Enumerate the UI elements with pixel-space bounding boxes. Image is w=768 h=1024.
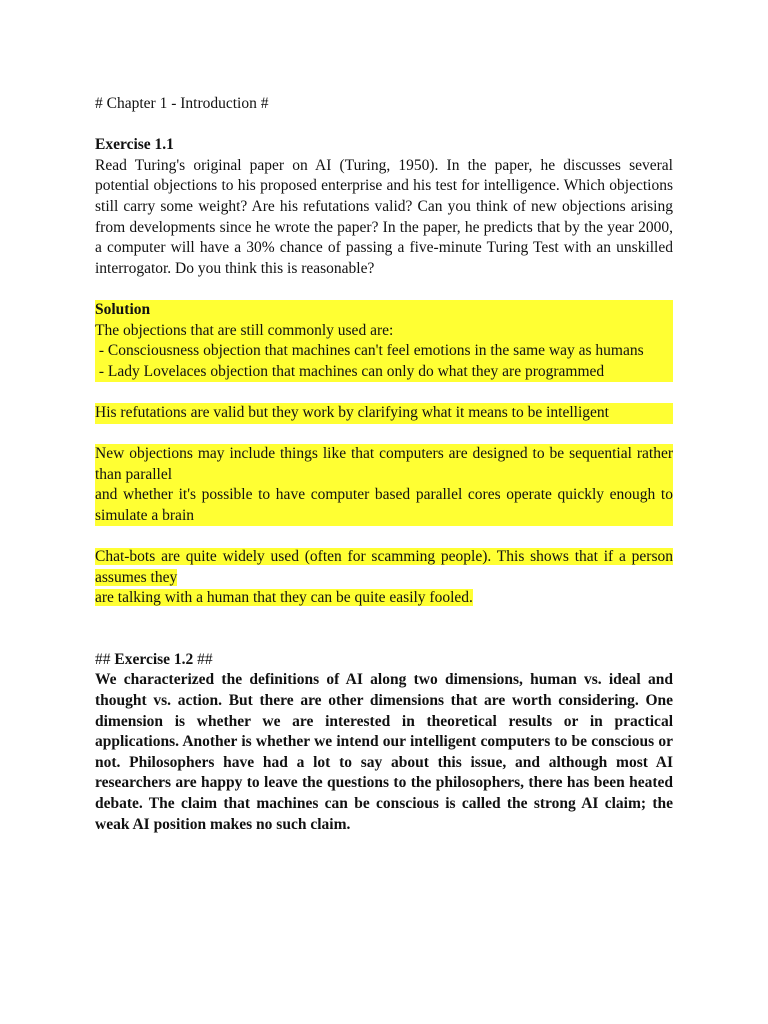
exercise-1-1-title: Exercise 1.1 (95, 136, 174, 154)
exercise-1-2-heading (95, 650, 673, 671)
solution-chatbots-2: are talking with a human that they can be quite easily fooled. (95, 589, 473, 607)
solution-label: Solution (95, 300, 151, 318)
solution-refutations: His refutations are valid but they work by clarifying what it means to be intelligent (95, 403, 673, 424)
solution-chatbots-1: Chat-bots are quite widely used (often for scamming people). This shows that if a person assumes they (95, 548, 673, 586)
solution-bullet-lovelace: - Lady Lovelaces objection that machines can only do what they are programmed (95, 362, 605, 380)
exercise-1-2-suffix: ## (193, 650, 213, 668)
solution-new-objections (95, 444, 673, 526)
exercise-1-2-title: Exercise 1.2 (114, 650, 194, 668)
solution-intro: The objections that are still commonly used are: (95, 321, 394, 339)
solution-bullet-consciousness: - Consciousness objection that machines can't feel emotions in the same way as humans (95, 342, 644, 360)
solution-block (95, 300, 673, 382)
exercise-1-2-prefix: ## (95, 650, 115, 668)
document-page (95, 94, 673, 835)
solution-new-objections-2: and whether it's possible to have computer based parallel cores operate quickly enough to simulate a brain (95, 486, 673, 524)
exercise-1-1-prompt: Read Turing's original paper on AI (Turing, 1950). In the paper, he discusses several potential objections to his proposed enterprise and his test for intelligence. Which objections still carry some weight? Are his refutations valid? Can you think of new objections arising from developments since he wrote the paper? In the paper, he predicts that by the year 2000, a computer will have a 30% chance of passing a five-minute Turing Test with an unskilled interrogator. Do you think this is reasonable? (95, 156, 673, 277)
chapter-heading: # Chapter 1 - Introduction # (95, 95, 269, 112)
solution-chatbots (95, 547, 673, 609)
exercise-1-2-prompt: We characterized the definitions of AI along two dimensions, human vs. ideal and thought vs. action. But there are other dimensions that are worth considering. One dimension is whether we are interested in theoretical results or in practical applications. Another is whether we intend our intelligent computers to be conscious or not. Philosophers have had a lot to say about this issue, and although most AI researchers are happy to leave the questions to the philosophers, there has been heated debate. The claim that machines can be conscious is called the strong AI claim; the weak AI position makes no such claim. (95, 671, 673, 833)
solution-new-objections-1: New objections may include things like that computers are designed to be sequential rather than parallel (95, 445, 673, 483)
